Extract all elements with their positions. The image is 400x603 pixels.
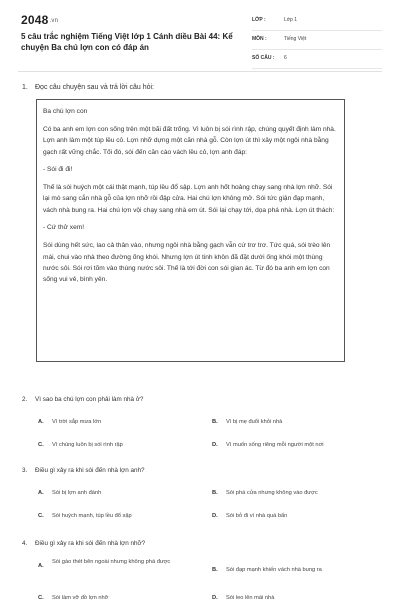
question-number: 2. [22,396,28,403]
logo-suffix[interactable]: .vn [49,17,59,24]
option-letter: D. [212,513,218,519]
option-text: Sói bỏ đi vì nhà quá bẩn [226,513,288,519]
option-letter: A. [38,563,44,569]
meta-value: Tiếng Việt [284,36,307,42]
option-text: Sói làm vỡ đồ lợn nhỡ [52,595,109,601]
option-letter: C. [38,595,44,601]
question-number: 4. [22,540,28,547]
question-text: Điều gì xảy ra khi sói đến nhà lợn nhỡ? [35,540,146,547]
option-text: Vì chúng luôn bị sói rình rập [52,442,123,448]
question-4 [22,540,145,547]
option-text: Sói phá cửa nhưng không vào được [226,490,318,496]
meta-row-count [252,50,382,69]
meta-label: LỚP : [252,17,266,23]
option-text: Sói huých mạnh, túp lều đổ sập [52,513,132,519]
option-letter: C. [38,513,44,519]
question-number: 3. [22,467,28,474]
option-letter: A. [38,490,44,496]
question-number: 1. [22,84,28,91]
option-text: Vì trời sắp mưa lớn [52,419,102,425]
story-box [36,99,345,362]
story-paragraph: - Sói đi đi! [43,166,73,174]
option-text: Sói gào thét bên ngoài nhưng không phá được [52,559,171,565]
option-letter: B. [212,490,218,496]
logo-text[interactable]: 2048 [21,13,49,27]
option-text: Vì muốn sống riêng mỗi người một nơi [226,442,324,448]
option-text: Sói leo lên mái nhà [226,595,275,601]
option-text: Sói đạp mạnh khiến vách nhà bung ra [226,567,322,573]
story-paragraph: Thế là sói huých một cái thật mạnh, túp lều đổ sập. Lợn anh hốt hoảng chạy sang nhà lợn nhỡ. Sói lại mò sang cắn nhà gỗ của lợn nhỡ rồi đập cửa. Hai chú lợn không mở. Sói tức giận đạp mạnh, vách nhà bung ra. Hai chú lợn vội chạy sang nhà em út. Sói lại chạy tới, dọa phá nhà. Lợn út thách: [43,183,335,214]
meta-info [252,12,382,69]
question-text: Điều gì xảy ra khi sói đến nhà lợn anh? [35,467,145,474]
story-title: Ba chú lợn con [43,108,88,115]
option-letter: B. [212,567,218,573]
story-paragraph: Có ba anh em lợn con sống trên một bãi đất trống. Vì luôn bị sói rình rập, chúng quyết định làm nhà. Lợn anh làm một túp lều cỏ. Lợn nhỡ dựng một căn nhà gỗ. Còn lợn út thì xây một ngôi nhà bằng gạch rất vững chắc. Tối đó, sói đến căn cào vách lều cỏ, lợn anh đáp: [43,125,336,156]
option-letter: B. [212,419,218,425]
story-paragraph: - Cứ thử xem! [43,224,85,232]
option-letter: C. [38,442,44,448]
story-paragraph: Sói dùng hết sức, lao cả thân vào, nhưng ngôi nhà bằng gạch vẫn cứ trơ trơ. Tức quá, sói trèo lên mái, chui vào nhà theo đường ống khói. Nhưng lợn út tinh khôn đã đặt dưới ống khói một thùng nước sôi. Sói rơi tõm vào thùng nước sôi. Thế là tới đời con sói gian ác. Từ đó ba anh em lợn con sống vui vẻ, bình yên. [43,242,331,284]
question-2 [22,396,143,403]
meta-row-class [252,12,382,31]
meta-label: MÔN : [252,36,267,42]
meta-label: SỐ CÂU : [252,55,275,61]
header-divider [18,71,382,72]
option-letter: D. [212,595,218,601]
option-letter: D. [212,442,218,448]
page-header [0,0,400,72]
page-title: 5 câu trắc nghiệm Tiếng Việt lớp 1 Cánh diều Bài 44: Kể chuyện Ba chú lợn con có đáp án [21,32,233,52]
question-text: Vì sao ba chú lợn con phải làm nhà ở? [35,396,144,403]
option-text: Vì bị mẹ đuổi khỏi nhà [226,419,283,425]
meta-row-subject [252,31,382,50]
question-3 [22,467,145,474]
option-letter: A. [38,419,44,425]
question-text: Đọc câu chuyện sau và trả lời câu hỏi: [35,84,154,91]
option-text: Sói bị lợn anh đánh [52,490,102,496]
meta-value: 6 [284,55,287,61]
question-1 [22,84,154,91]
meta-value: Lớp 1 [284,17,298,23]
site-logo[interactable] [21,13,58,27]
